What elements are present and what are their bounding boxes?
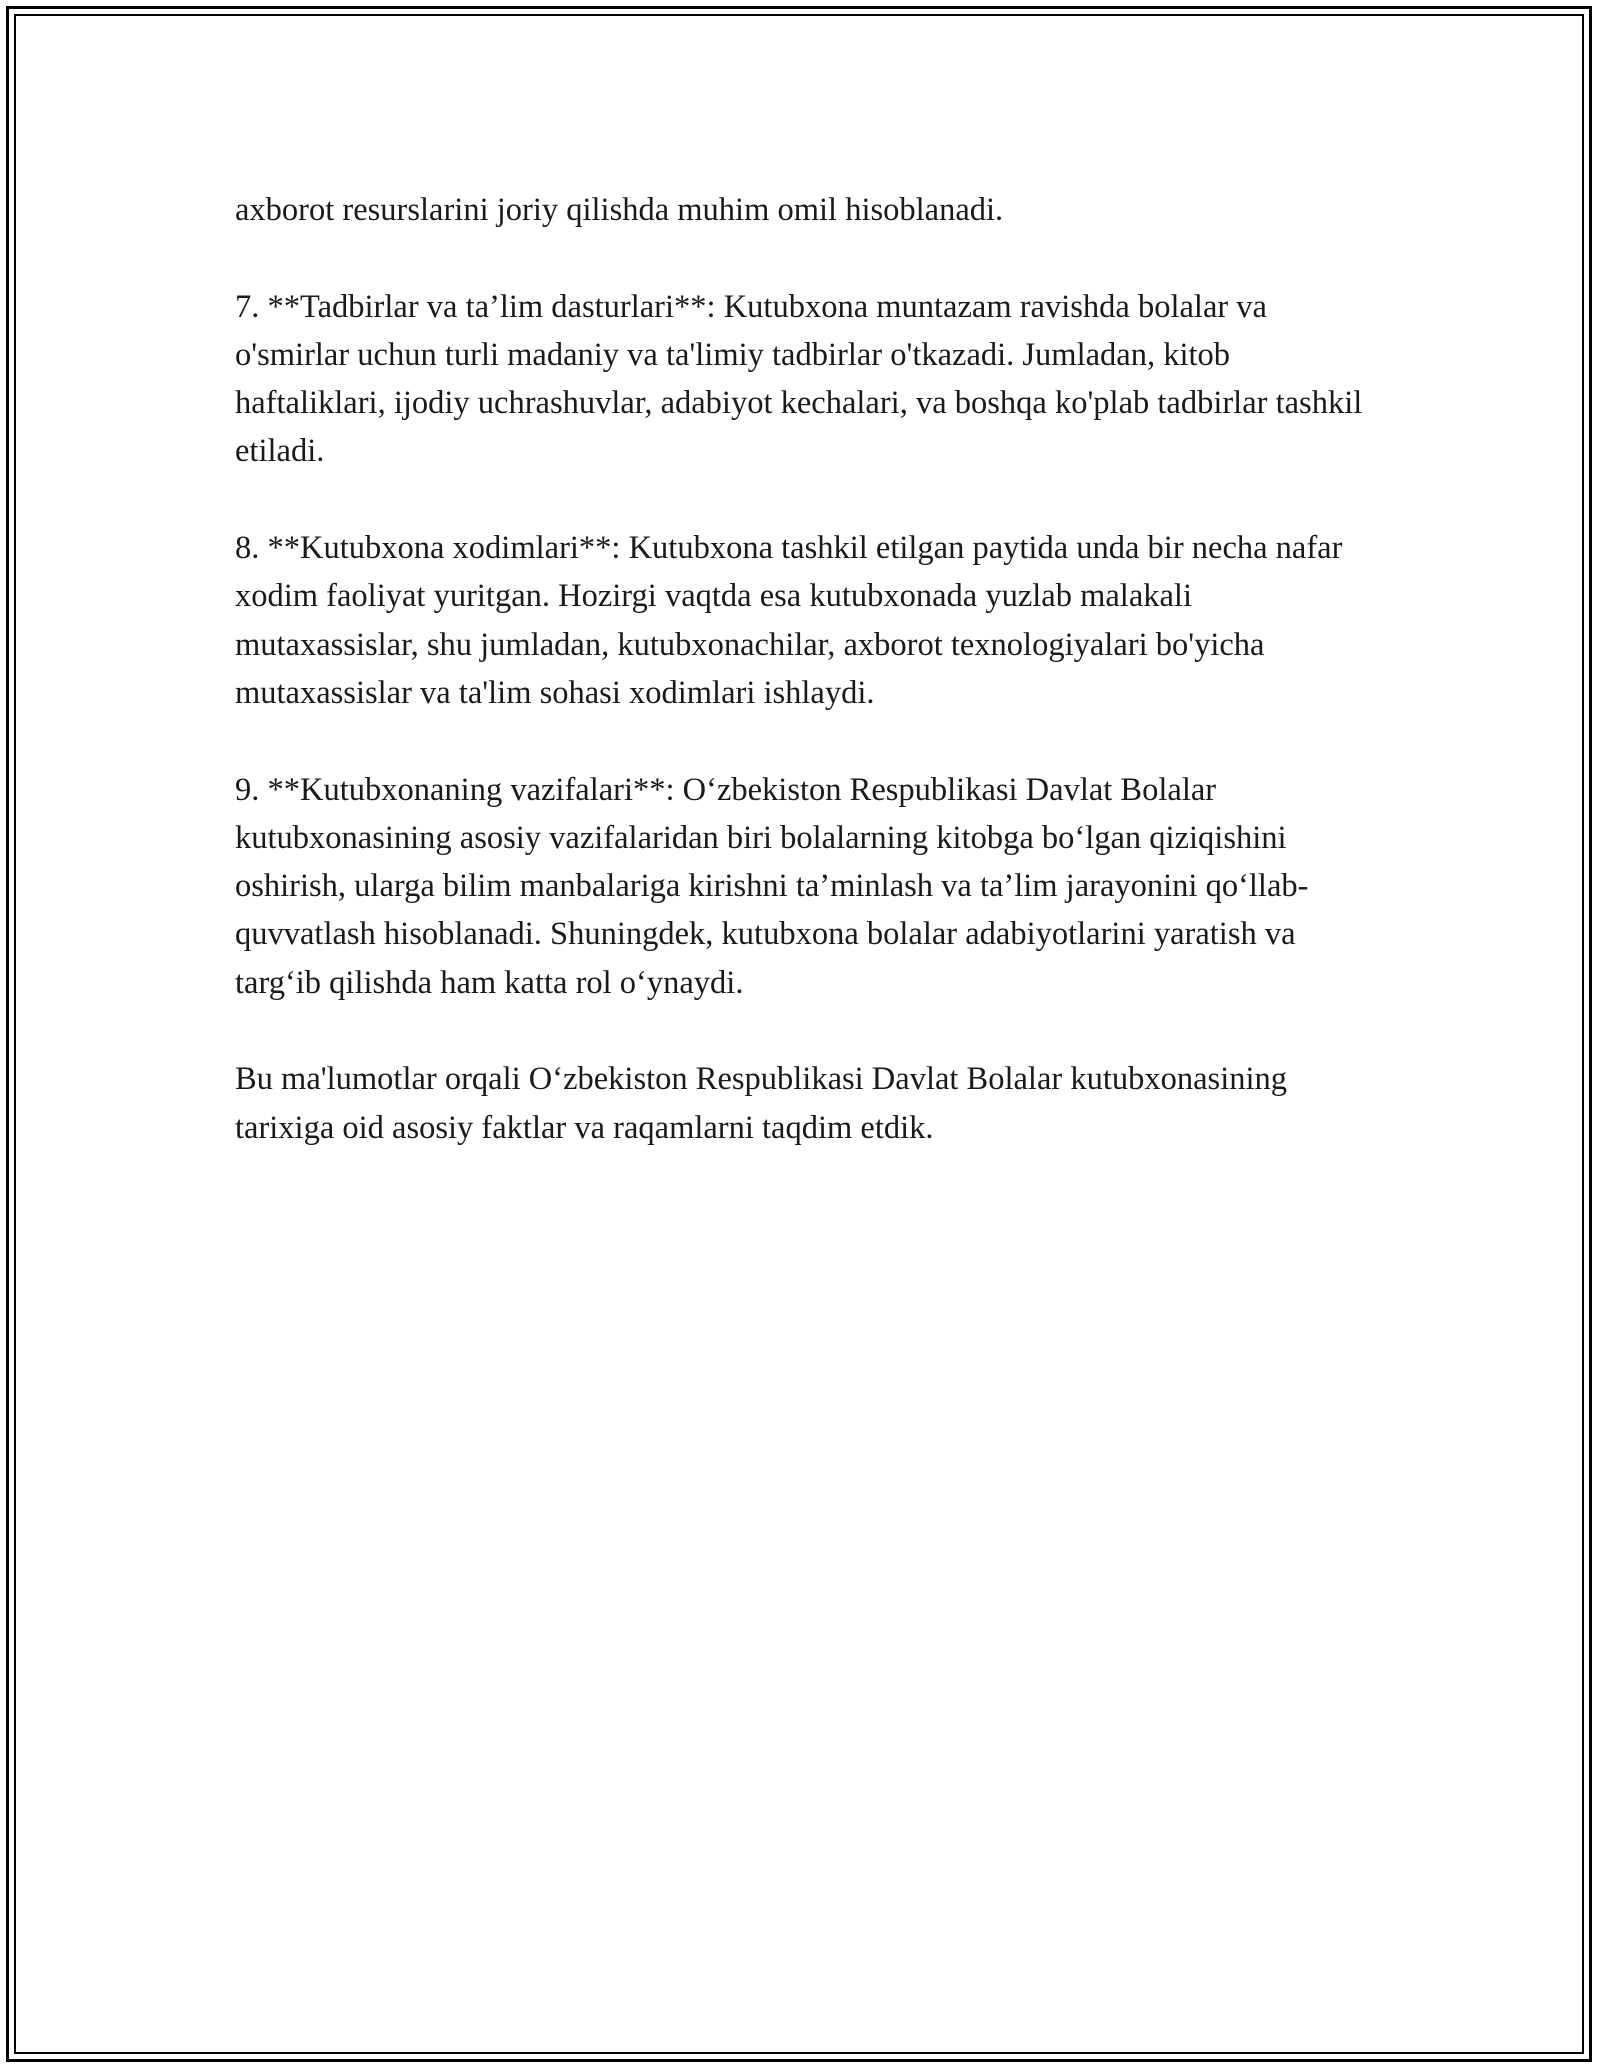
paragraph-item-7: 7. **Tadbirlar va ta’lim dasturlari**: Kutubxona muntazam ravishda bolalar va o'smirlar uchun turli madaniy va ta'limiy tadbirlar o'tkazadi. Jumladan, kitob haftaliklari, ijodiy uchrashuvlar, adabiyot kechalari, va boshqa ko'plab tadbirlar tashkil etiladi. xyxy=(235,288,1363,470)
paragraph-item-8: 8. **Kutubxona xodimlari**: Kutubxona tashkil etilgan paytida unda bir necha nafar xodim faoliyat yuritgan. Hozirgi vaqtda esa kutubxonada yuzlab malakali mutaxassislar, shu jumladan, kutubxonachilar, axborot texnologiyalari bo'yicha mutaxassislar va ta'lim sohasi xodimlari ishlaydi. xyxy=(235,530,1343,711)
paragraph-item-9: 9. **Kutubxonaning vazifalari**: O‘zbekiston Respublikasi Davlat Bolalar kutubxonasining asosiy vazifalaridan biri bolalarning kitobga bo‘lgan qiziqishini oshirish, ularga bilim manbalariga kirishni ta’minlash va ta’lim jarayonini qo‘llab-quvvatlash hisoblanadi. Shuningdek, kutubxona bolalar adabiyotlarini yaratish va targ‘ib qilishda ham katta rol o‘ynaydi. xyxy=(235,771,1309,1001)
document-body xyxy=(235,186,1375,1152)
paragraph-continuation: axborot resurslarini joriy qilishda muhim omil hisoblanadi. xyxy=(235,192,1004,228)
paragraph-conclusion: Bu ma'lumotlar orqali O‘zbekiston Respublikasi Davlat Bolalar kutubxonasining tarixiga oid asosiy faktlar va raqamlarni taqdim etdik. xyxy=(235,1061,1287,1146)
